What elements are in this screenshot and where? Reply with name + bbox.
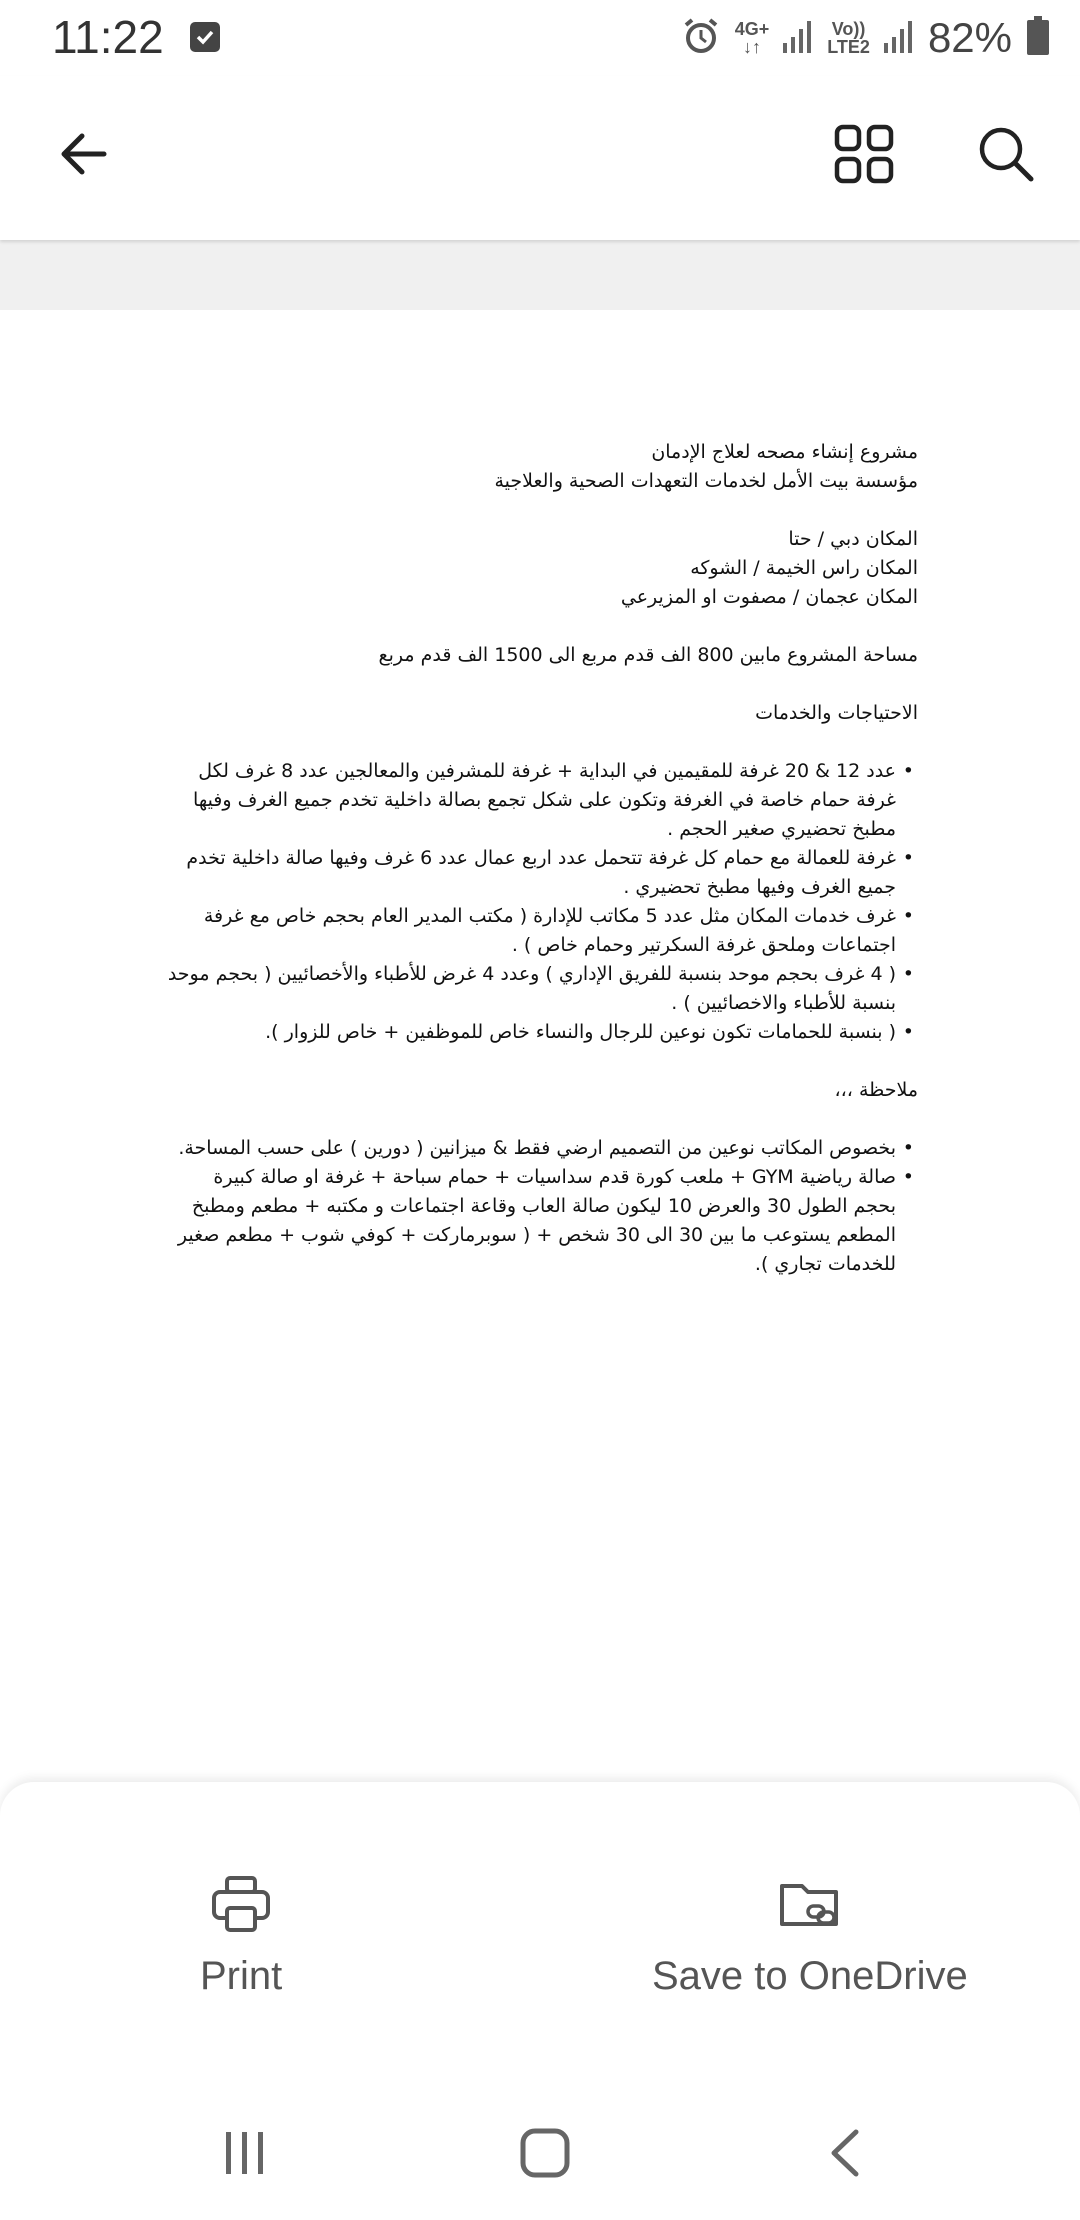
list-item: • عدد 12 & 20 غرفة للمقيمين في البداية + غرفة للمشرفين والمعالجين عدد 8 غرف لكل غرفة حمام خاصة في الغرفة وتكون على شكل تجمع بصالة داخلية تخدم جميع الغرف وفيها مطبخ تحضيري صغير الحجم . [165, 757, 896, 844]
doc-location: المكان عجمان / مصفوت او المزيرعي [620, 586, 918, 608]
chevron-left-icon [822, 2128, 872, 2182]
home-icon [517, 2125, 573, 2185]
grid-icon [834, 124, 894, 188]
list-item: • ( بنسبة للحمامات تكون نوعين للرجال والنساء خاص للموظفين + خاص للزوار ). [165, 1018, 896, 1047]
recent-apps-button[interactable] [200, 2120, 290, 2190]
search-icon [976, 124, 1036, 188]
status-bar [0, 0, 1080, 76]
battery-percent: 82% [927, 14, 1012, 61]
signal-icon-2 [884, 19, 914, 57]
list-item: • بخصوص المكاتب نوعين من التصميم ارضي فقط & ميزانين ( دورين ) على حسب المساحة. [165, 1134, 896, 1163]
doc-note-heading: ملاحظة ،،، [834, 1079, 918, 1101]
network-type-lte2: Vo)) LTE2 [827, 19, 870, 57]
battery-icon [1026, 16, 1050, 60]
folder-link-icon [778, 1872, 842, 1940]
print-button[interactable] [200, 1872, 282, 1999]
viewer-background [0, 240, 1080, 310]
status-icons [681, 10, 1050, 66]
back-button[interactable] [34, 106, 134, 206]
list-item: • ( 4 غرف بحجم موحد بنسبة للفريق الإداري ) وعدد 4 غرض للأطباء والأخصائيين ( بحجم موحد بنسبة للأطباء والاخصائيين ) . [165, 960, 896, 1018]
alarm-icon [681, 16, 721, 60]
doc-notes-list [165, 1134, 918, 1279]
doc-location: المكان راس الخيمة / الشوكه [690, 557, 918, 579]
app-bar [0, 76, 1080, 240]
printer-icon [209, 1872, 273, 1940]
save-to-onedrive-button[interactable] [652, 1872, 968, 1999]
doc-subtitle: مؤسسة بيت الأمل لخدمات التعهدات الصحية والعلاجية [494, 470, 918, 492]
document-page[interactable] [0, 310, 1080, 1780]
status-time: 11:22 [52, 11, 164, 63]
onedrive-label: Save to OneDrive [652, 1954, 968, 1998]
back-nav-button[interactable] [802, 2120, 892, 2190]
grid-view-button[interactable] [814, 106, 914, 206]
network-type-4g: 4G+ ↓↑ [734, 19, 770, 57]
document-content [165, 438, 918, 1279]
doc-title: مشروع إنشاء مصحه لعلاج الإدمان [651, 441, 918, 463]
print-label: Print [200, 1954, 283, 1998]
recent-apps-icon [220, 2128, 270, 2182]
signal-icon-1 [783, 19, 813, 57]
search-button[interactable] [956, 106, 1056, 206]
list-item: • غرف خدمات المكان مثل عدد 5 مكاتب للإدارة ( مكتب المدير العام بحجم خاص مع غرفة اجتماعات وملحق غرفة السكرتير وحمام خاص ) . [165, 902, 896, 960]
doc-area: مساحة المشروع مابين 800 الف قدم مربع الى 1500 الف قدم مربع [378, 644, 918, 666]
list-item: • غرفة للعمالة مع حمام كل غرفة تتحمل عدد اربع عمال عدد 6 غرف وفيها صالة داخلية تخدم جميع الغرف وفيها مطبخ تحضيري . [165, 844, 896, 902]
home-button[interactable] [500, 2120, 590, 2190]
list-item: • صالة رياضية GYM + ملعب كورة قدم سداسيات + حمام سباحة + غرفة او صالة كبيرة بحجم الطول 30 والعرض 10 ليكون صالة العاب وقاعة اجتماعات و مكتبه + مطعم ومطبخ المطعم يستوعب ما بين 30 الى 30 شخص + ( سوبرماركت + كوفي شوب + مطعم صغير للخدمات تجاري ). [165, 1163, 896, 1279]
system-nav-bar [0, 2090, 1080, 2220]
doc-location: المكان دبي / حتا [788, 528, 918, 550]
arrow-left-icon [56, 126, 112, 186]
doc-needs-heading: الاحتياجات والخدمات [755, 702, 918, 724]
checkbox-notification-icon [190, 22, 220, 52]
doc-needs-list [165, 757, 918, 1047]
